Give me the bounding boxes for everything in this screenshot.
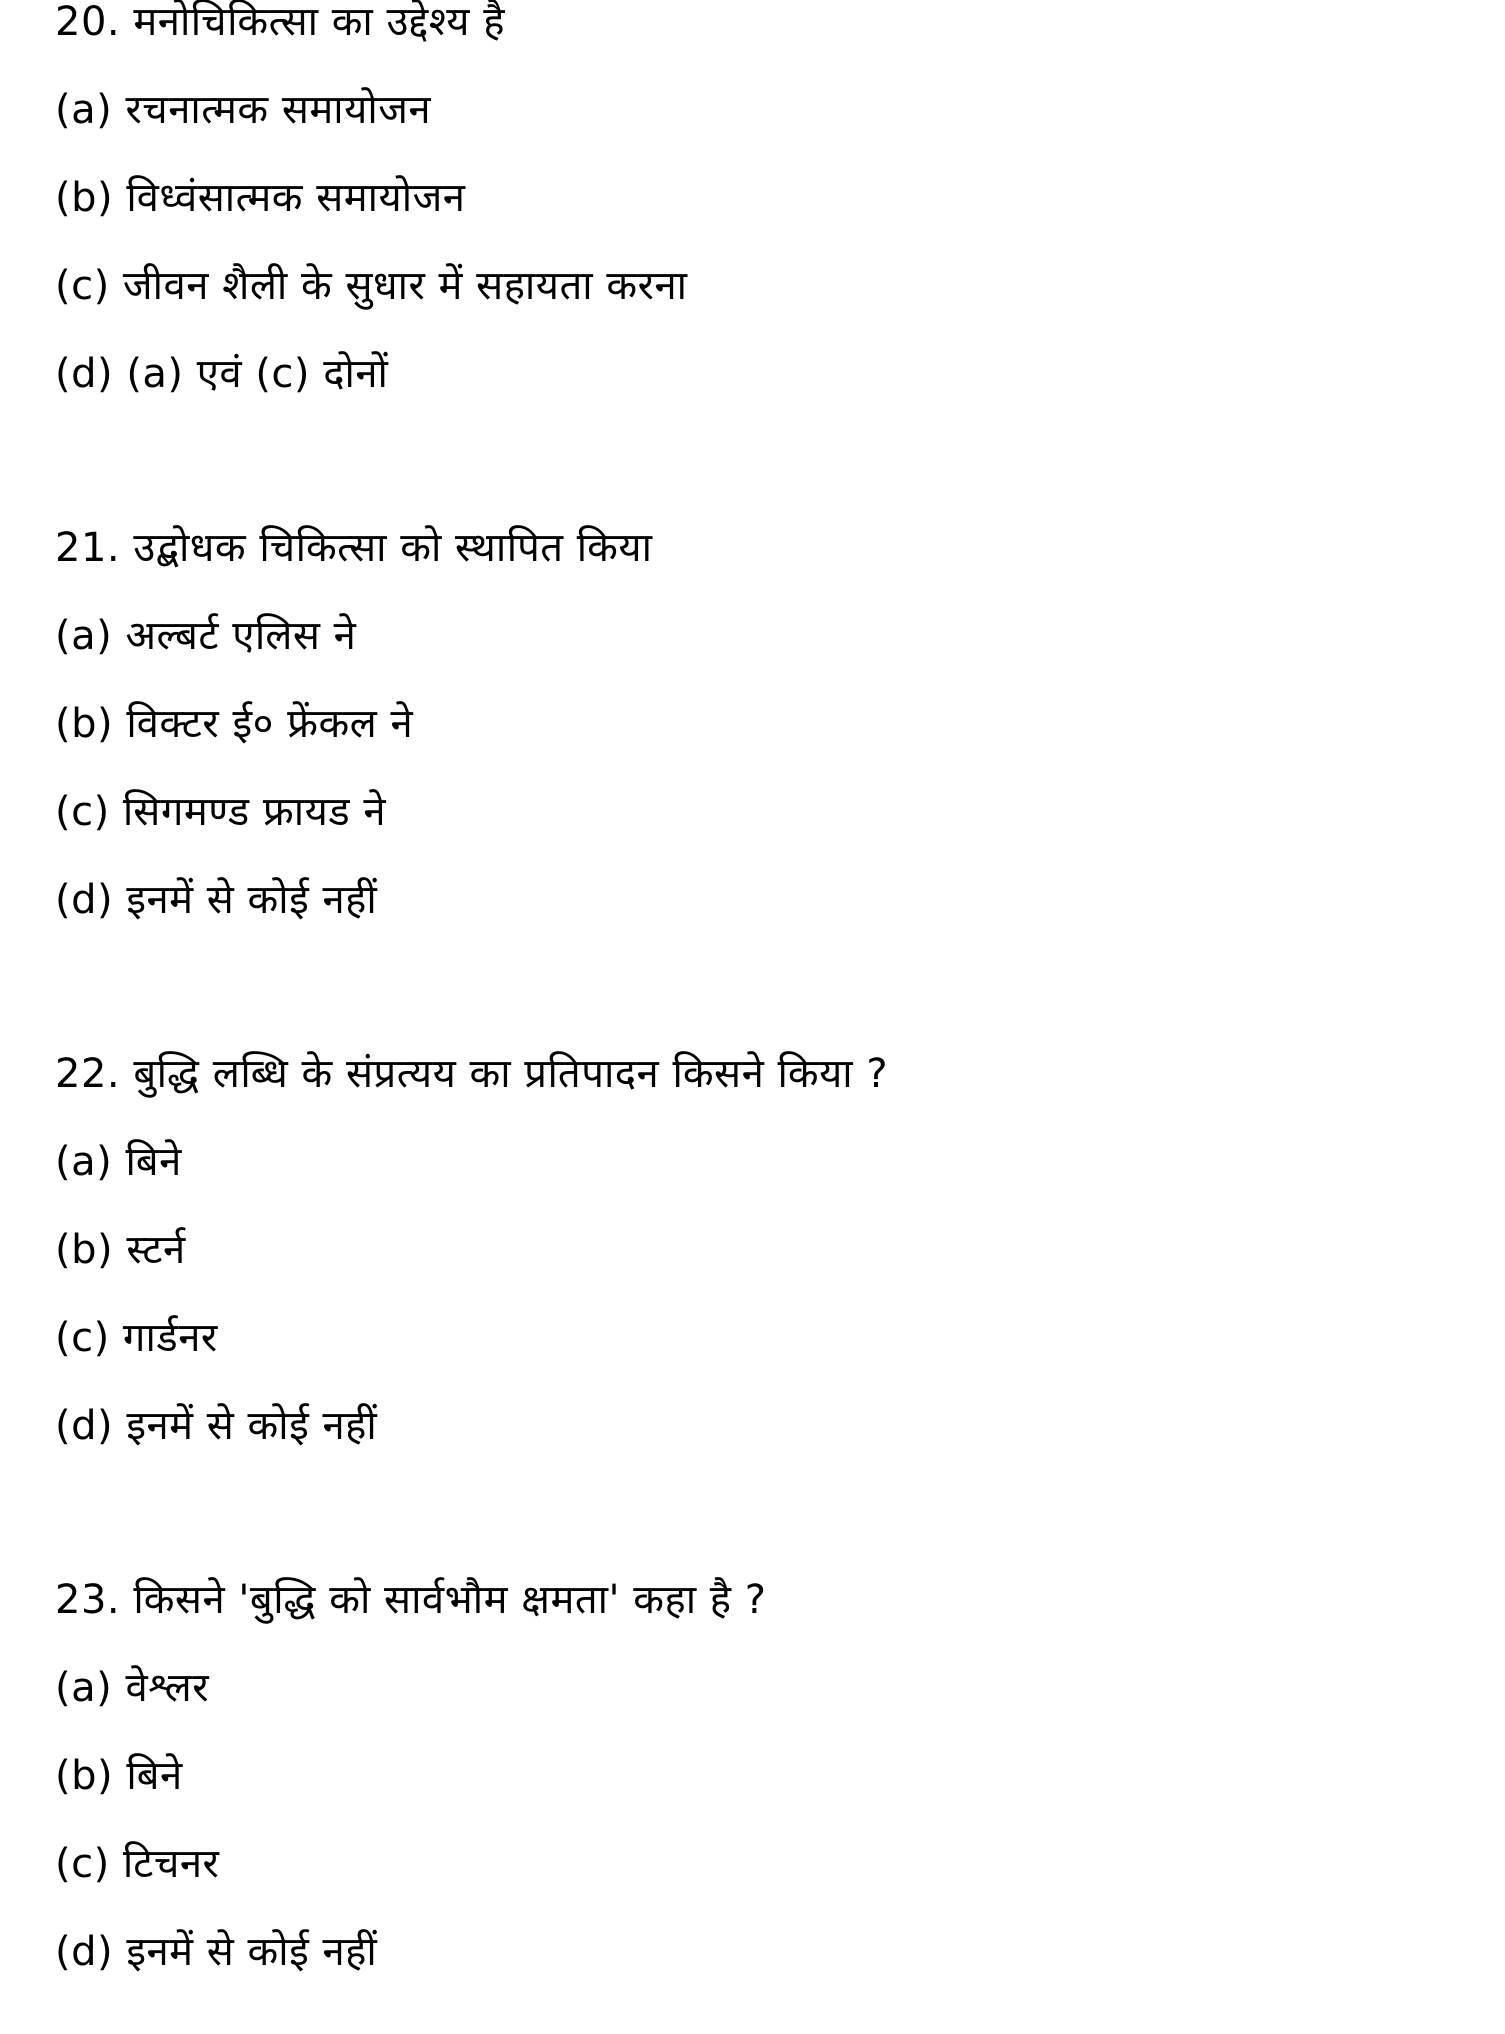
option-a: (a) बिने [55,1139,182,1185]
question-text: 23. किसने 'बुद्धि को सार्वभौम क्षमता' कहा है ? [55,1577,767,1623]
option-a: (a) वेश्लर [55,1665,210,1711]
option-b: (b) स्टर्न [55,1227,186,1273]
option-d: (d) इनमें से कोई नहीं [55,877,378,923]
option-a: (a) रचनात्मक समायोजन [55,87,432,133]
option-b: (b) बिने [55,1753,183,1799]
option-c: (c) गार्डनर [55,1315,218,1361]
option-d: (d) इनमें से कोई नहीं [55,1403,378,1449]
option-b: (b) विध्वंसात्मक समायोजन [55,175,466,221]
option-d: (d) (a) एवं (c) दोनों [55,351,389,397]
option-a: (a) अल्बर्ट एलिस ने [55,613,357,659]
option-d: (d) इनमें से कोई नहीं [55,1929,378,1975]
question-text: 22. बुद्धि लब्धि के संप्रत्यय का प्रतिपादन किसने किया ? [55,1051,889,1097]
option-b: (b) विक्टर ई० फ्रेंकल ने [55,701,414,747]
option-c: (c) जीवन शैली के सुधार में सहायता करना [55,263,688,309]
option-c: (c) सिगमण्ड फ्रायड ने [55,789,387,835]
question-text: 21. उद्बोधक चिकित्सा को स्थापित किया [55,525,653,571]
question-page [55,0,1475,2034]
option-c: (c) टिचनर [55,1841,220,1887]
question-text: 20. मनोचिकित्सा का उद्देश्य है [55,0,505,45]
